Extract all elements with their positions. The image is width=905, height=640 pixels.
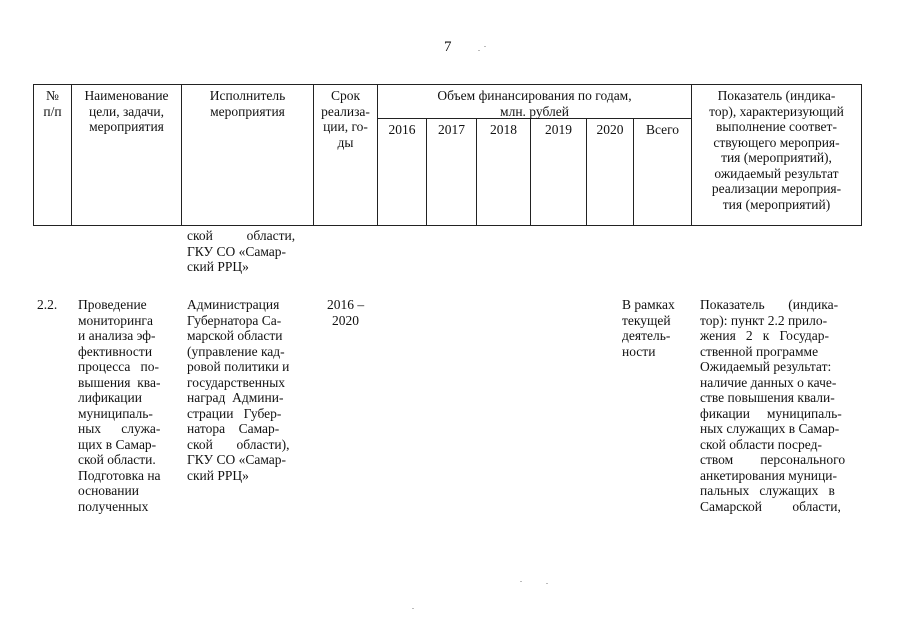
page-number: 7 [444, 39, 452, 55]
row-name-cell: Проведение мониторинга и анализа эф- фективности процесса по- вышения ква- лификации муниципаль- ных служа- щих в Самар- ской области. Подготовка на основании полученных [78, 297, 161, 514]
header-year-2016: 2016 [388, 122, 416, 137]
header-funding-title: Объем финансирования по годам, млн. рублей [437, 88, 632, 119]
header-name-column: Наименование цели, задачи, мероприятия [84, 88, 169, 134]
row-executor-cell: Администрация Губернатора Са- марской области (управление кад- ровой политики и государственных наград Админи- страции Губер- натора Самар- ской области), ГКУ СО «Самар- ский РРЦ» [187, 297, 290, 483]
scan-speck [478, 50, 480, 51]
scan-speck [412, 608, 414, 609]
scan-speck [484, 46, 486, 47]
row-term-cell: 2016 – 2020 [326, 297, 365, 328]
scan-speck [520, 581, 522, 582]
header-number-column: № п/п [43, 88, 62, 119]
row-number: 2.2. [37, 297, 58, 312]
row-total-cell: В рамках текущей деятель- ности [622, 297, 675, 359]
scan-speck [546, 583, 548, 584]
header-total: Всего [645, 122, 680, 137]
header-year-2019: 2019 [545, 122, 572, 137]
row-indicator-cell: Показатель (индика- тор): пункт 2.2 прило- жения 2 к Государ- ственной программе Ожидаемый результат: наличие данных о каче- стве повышения квали- фикации муниципаль- ных служащих в Самар- ской области посред- ством персонального анкетирования муници- пальных служащих в Самарской области, [700, 297, 846, 514]
header-year-2018: 2018 [490, 122, 517, 137]
header-term-column: Срок реализа- ции, го- ды [321, 88, 370, 150]
header-indicator-column: Показатель (индика- тор), характеризующий выполнение соответ- ствующего мероприя- тия (мероприятий), ожидаемый результат реализации мероприя- тия (мероприятий) [709, 88, 844, 212]
header-executor-column: Исполнитель мероприятия [209, 88, 286, 119]
header-year-2017: 2017 [438, 122, 465, 137]
continued-executor-cell: ской области, ГКУ СО «Самар- ский РРЦ» [187, 228, 296, 274]
header-year-2020: 2020 [596, 122, 624, 137]
